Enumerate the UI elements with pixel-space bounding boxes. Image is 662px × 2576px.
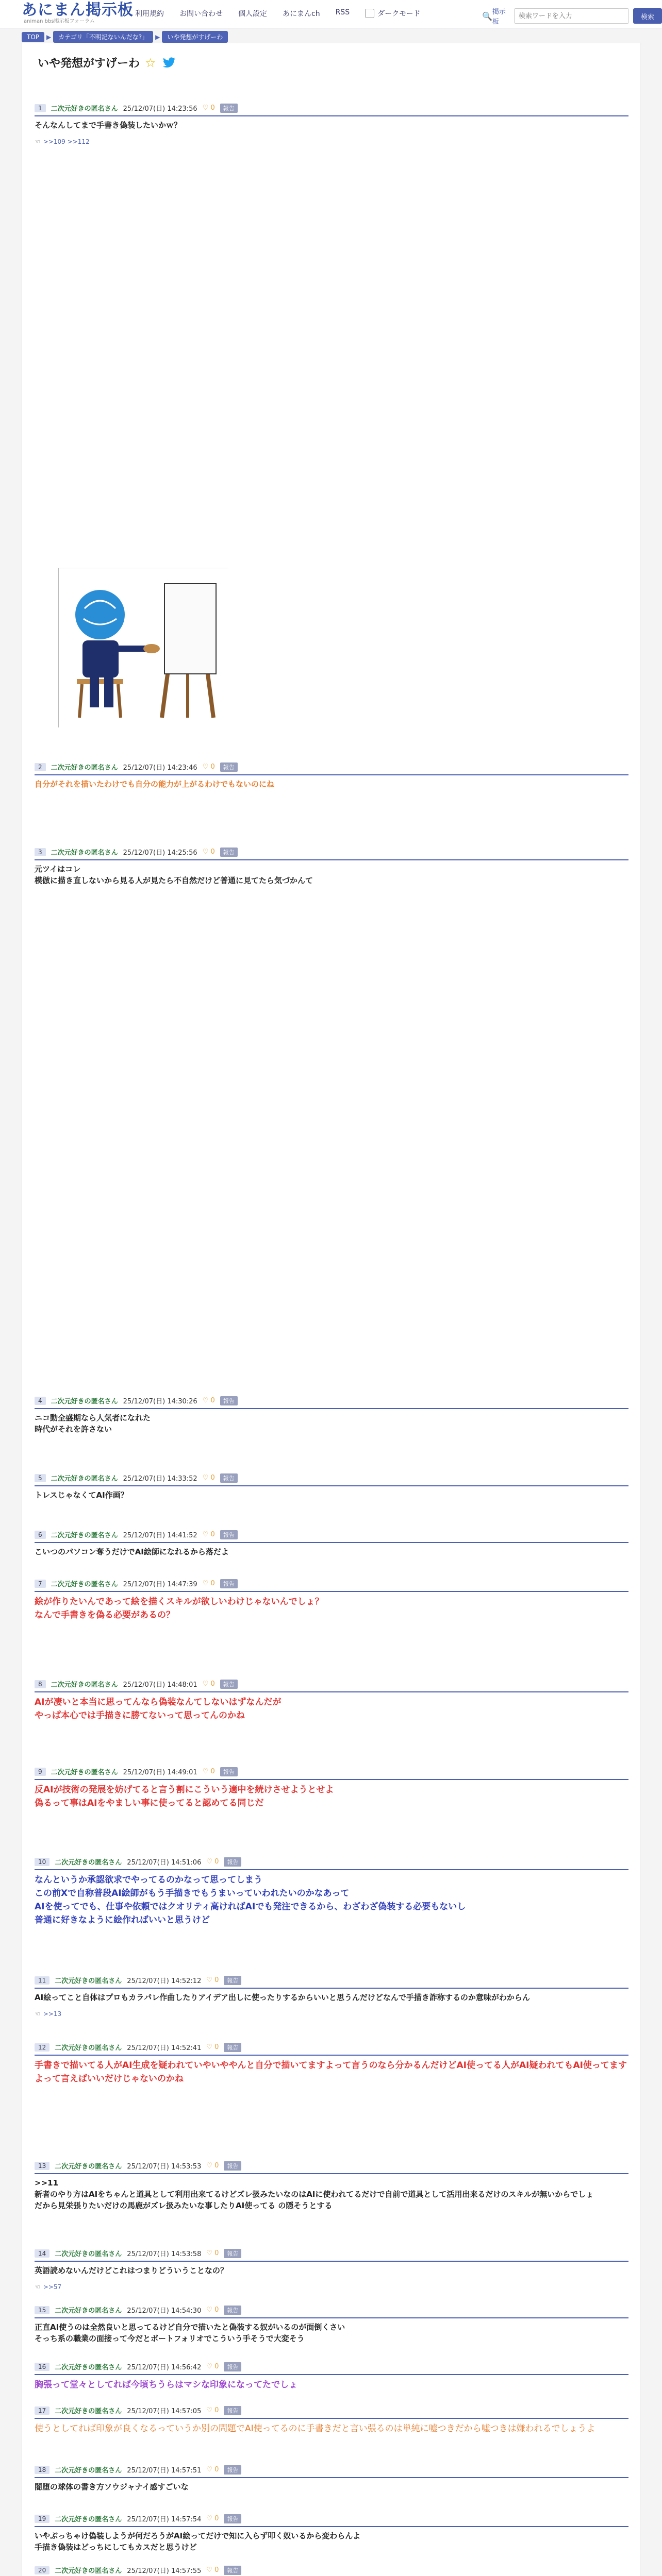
post-item: [22, 2405, 640, 2435]
post-date: 25/12/07(日) 14:48:01: [123, 1681, 197, 1689]
like-count: 0: [210, 1768, 215, 1775]
post-date: 25/12/07(日) 14:25:56: [123, 849, 197, 857]
post-body: 英語読めないんだけどこれはつまりどういうことなの？: [35, 2266, 228, 2275]
poster-name: 二次元好きの匿名さん: [55, 1977, 122, 1985]
post-item: [22, 1857, 640, 1927]
reply-hand-icon: ☜: [35, 2283, 40, 2291]
post-number[interactable]: 14: [35, 2249, 49, 2258]
heart-icon: ♡: [202, 1531, 209, 1538]
breadcrumb-category[interactable]: カテゴリ「不明記ないんだな?」: [53, 31, 153, 43]
like-count: 0: [214, 2249, 219, 2257]
heart-icon: ♡: [206, 2306, 213, 2314]
like-count: 0: [210, 104, 215, 112]
heart-icon: ♡: [206, 2515, 213, 2522]
reply-hand-icon: ☜: [35, 2010, 40, 2018]
report-button[interactable]: 報告: [224, 1976, 241, 1985]
post-meta: [35, 2465, 628, 2478]
post-number[interactable]: 17: [35, 2406, 49, 2415]
post-date: 25/12/07(日) 14:30:26: [123, 1398, 197, 1405]
poster-name: 二次元好きの匿名さん: [51, 1398, 118, 1405]
like-count: 0: [210, 1397, 215, 1404]
thread-header: [22, 55, 177, 71]
post-date: 25/12/07(日) 14:49:01: [123, 1769, 197, 1776]
like-button[interactable]: [206, 2043, 219, 2051]
poster-name: 二次元好きの匿名さん: [55, 2163, 122, 2171]
post-meta: [35, 1530, 628, 1543]
post-number[interactable]: 8: [35, 1680, 46, 1688]
like-count: 0: [210, 1580, 215, 1587]
post-number[interactable]: 15: [35, 2306, 49, 2314]
thread-main: [22, 43, 640, 2576]
breadcrumb-top[interactable]: TOP: [22, 32, 44, 42]
heart-icon: ♡: [206, 2249, 213, 2257]
dark-mode-checkbox[interactable]: [365, 9, 374, 18]
report-button[interactable]: 報告: [224, 2306, 241, 2315]
poster-name: 二次元好きの匿名さん: [51, 1581, 118, 1588]
post-meta: [35, 1767, 628, 1780]
like-button[interactable]: [206, 2566, 219, 2574]
post-body: いやぶっちゃけ偽装しようが何だろうがAI絵ってだけで知に入らず叩く奴いるから変わらんよ 手描き偽装はどっちにしてもカスだと思うけど: [35, 2531, 361, 2552]
heart-icon: ♡: [202, 1680, 209, 1688]
post-item: [22, 2514, 640, 2553]
poster-name: 二次元好きの匿名さん: [55, 2364, 122, 2371]
post-date: 25/12/07(日) 14:57:55: [127, 2567, 202, 2575]
report-button[interactable]: 報告: [224, 2406, 241, 2415]
report-button[interactable]: 報告: [224, 2249, 241, 2258]
post-body: >>11 新者のやり方はAIをちゃんと道具として利用出来てるけどズレ扱みたいなのはAIに使われてるだけで自前で道具として活用出来るだけのスキルが無いからでしょ だから見栄張りたいだけの馬鹿がズレ扱みたいな事したりAI使ってる の隠そうとする: [35, 2178, 594, 2210]
like-count: 0: [214, 2466, 219, 2473]
like-count: 0: [210, 1531, 215, 1538]
poster-name: 二次元好きの匿名さん: [51, 105, 118, 113]
post-number[interactable]: 9: [35, 1768, 46, 1776]
post-body: 使うとしてれば印象が良くなるっていうか別の問題でAI使ってるのに手書きだと言い張るのは単純に嘘つきだから嘘つきは嫌われるでしょうよ: [35, 2424, 595, 2434]
post-item: [22, 2362, 640, 2392]
poster-name: 二次元好きの匿名さん: [55, 2467, 122, 2475]
post-number[interactable]: 6: [35, 1531, 46, 1539]
post-date: 25/12/07(日) 14:47:39: [123, 1581, 197, 1588]
post-date: 25/12/07(日) 14:51:06: [127, 1859, 202, 1867]
post-number[interactable]: 18: [35, 2466, 49, 2474]
like-button[interactable]: [203, 1531, 215, 1538]
reply-hand-icon: ☜: [35, 138, 40, 145]
post-item: [22, 2161, 640, 2211]
post-meta: [35, 1975, 628, 1989]
post-item: [22, 103, 640, 145]
heart-icon: ♡: [206, 1858, 213, 1866]
post-item: [22, 1473, 640, 1501]
post-number[interactable]: 12: [35, 2043, 49, 2052]
report-button[interactable]: 報告: [220, 1767, 238, 1776]
post-meta: [35, 2565, 628, 2576]
report-button[interactable]: 報告: [224, 2566, 241, 2575]
like-count: 0: [210, 1474, 215, 1482]
post-item: [22, 1975, 640, 2018]
heart-icon: ♡: [206, 2566, 213, 2574]
poster-name: 二次元好きの匿名さん: [55, 2044, 122, 2052]
poster-name: 二次元好きの匿名さん: [55, 2250, 122, 2258]
post-item: [22, 762, 640, 790]
like-count: 0: [210, 763, 215, 771]
breadcrumb-separator-icon: ▶: [155, 33, 160, 41]
report-button[interactable]: 報告: [220, 848, 238, 857]
report-button[interactable]: 報告: [220, 1680, 238, 1689]
post-number[interactable]: 13: [35, 2162, 49, 2170]
nav-terms[interactable]: 利用規約: [135, 10, 164, 18]
post-body: 反AIが技術の発展を妨げてると言う割にこういう適中を続けさせようとせよ 偽るって事はAIをやましい事に使ってると認めてる同じだ: [35, 1785, 334, 1808]
like-count: 0: [210, 848, 215, 856]
post-number[interactable]: 11: [35, 1976, 49, 1985]
search-area: [482, 6, 662, 26]
post-meta: [35, 1473, 628, 1486]
post-image[interactable]: [58, 568, 228, 727]
post-body: こいつのパソコン奪うだけでAI絵師になれるから落だよ: [35, 1547, 229, 1556]
post-date: 25/12/07(日) 14:52:12: [127, 1977, 202, 1985]
post-body: トレスじゃなくてAI作画？: [35, 1490, 128, 1500]
like-count: 0: [214, 2043, 219, 2051]
post-item: [22, 2042, 640, 2086]
post-item: [22, 2305, 640, 2344]
like-count: 0: [214, 2306, 219, 2314]
report-button[interactable]: 報告: [220, 1473, 238, 1483]
post-item: [22, 2565, 640, 2576]
heart-icon: ♡: [206, 2406, 213, 2414]
post-body: AIが凄いと本当に思ってんなら偽装なんてしないはずなんだが やっぱ本心では手描きに勝てないって思ってんのかね: [35, 1697, 282, 1721]
poster-name: 二次元好きの匿名さん: [51, 1681, 118, 1689]
like-button[interactable]: [206, 2406, 219, 2414]
report-button[interactable]: 報告: [224, 2514, 241, 2523]
poster-name: 二次元好きの匿名さん: [51, 1769, 118, 1776]
search-scope-label[interactable]: 掲示板: [492, 8, 506, 26]
post-body: 絵が作りたいんであって絵を描くスキルが欲しいわけじゃないんでしょ？ なんで手書きを偽る必要があるの？: [35, 1597, 324, 1620]
like-count: 0: [210, 1680, 215, 1688]
site-logo[interactable]: [22, 2, 134, 25]
post-item: [22, 1579, 640, 1622]
dark-mode-toggle[interactable]: [365, 8, 420, 19]
like-count: 0: [214, 1976, 219, 1984]
heart-icon: ♡: [202, 1474, 209, 1482]
reply-links: [35, 2010, 628, 2018]
breadcrumb: [22, 31, 228, 43]
heart-icon: ♡: [206, 2466, 213, 2473]
report-button[interactable]: 報告: [224, 1857, 241, 1867]
post-number[interactable]: 7: [35, 1580, 46, 1588]
favorite-star-icon[interactable]: ☆: [145, 55, 156, 70]
report-button[interactable]: 報告: [220, 762, 238, 772]
logo-text: あにまん掲示板: [22, 1, 134, 19]
report-button[interactable]: 報告: [224, 2362, 241, 2371]
nav-settings[interactable]: 個人設定: [238, 10, 267, 18]
top-nav: [135, 8, 421, 19]
post-meta: [35, 1396, 628, 1409]
dark-mode-label: ダークモード: [377, 10, 421, 18]
post-item: [22, 2465, 640, 2493]
like-count: 0: [214, 2515, 219, 2522]
like-button[interactable]: [206, 2249, 219, 2257]
reply-anchor[interactable]: >>109 >>112: [43, 138, 90, 145]
poster-name: 二次元好きの匿名さん: [51, 1475, 118, 1483]
report-button[interactable]: 報告: [220, 1530, 238, 1539]
like-button[interactable]: [206, 1976, 219, 1984]
nav-rss[interactable]: RSS: [335, 8, 350, 16]
post-date: 25/12/07(日) 14:23:46: [123, 764, 197, 772]
post-body: そんなんしてまで手書き偽装したいかｗ？: [35, 121, 182, 130]
like-button[interactable]: [206, 2162, 219, 2170]
post-item: [22, 847, 640, 886]
poster-name: 二次元好きの匿名さん: [55, 2567, 122, 2575]
post-body: ニコ動全盛期なら人気者になれた 時代がそれを許さない: [35, 1413, 151, 1434]
reply-anchor[interactable]: >>13: [43, 2010, 62, 2018]
post-meta: [35, 2305, 628, 2318]
post-number[interactable]: 16: [35, 2363, 49, 2371]
poster-name: 二次元好きの匿名さん: [55, 2516, 122, 2523]
post-number[interactable]: 1: [35, 104, 46, 112]
post-meta: [35, 847, 628, 860]
post-body: AI絵ってこと自体はプロもカラパレ作曲したりアイデア出しに使ったりするからいいと思うんだけどなんで手描き詐称するのか意味がわからん: [35, 1993, 530, 2002]
post-number[interactable]: 19: [35, 2515, 49, 2523]
post-meta: [35, 2161, 628, 2174]
heart-icon: ♡: [202, 848, 209, 856]
post-number[interactable]: 2: [35, 763, 46, 771]
thread-title: いや発想がすげーわ: [38, 57, 140, 70]
like-button[interactable]: [206, 2363, 219, 2370]
post-date: 25/12/07(日) 14:53:58: [127, 2250, 202, 2258]
nav-contact[interactable]: お問い合わせ: [179, 10, 223, 18]
post-meta: [35, 2362, 628, 2375]
heart-icon: ♡: [206, 1976, 213, 1984]
post-number[interactable]: 4: [35, 1397, 46, 1405]
post-date: 25/12/07(日) 14:41:52: [123, 1532, 197, 1539]
post-date: 25/12/07(日) 14:52:41: [127, 2044, 202, 2052]
report-button[interactable]: 報告: [220, 1396, 238, 1405]
post-item: [22, 1396, 640, 1435]
heart-icon: ♡: [206, 2162, 213, 2170]
nav-animanch[interactable]: あにまんch: [283, 10, 320, 18]
like-button[interactable]: [203, 763, 215, 771]
reply-links: [35, 2283, 628, 2291]
breadcrumb-separator-icon: ▶: [46, 33, 52, 41]
post-body: 闇堕の球体の書き方ソウジャナイ感すごいな: [35, 2482, 189, 2492]
post-meta: [35, 2405, 628, 2419]
post-meta: [35, 1857, 628, 1870]
reply-anchor[interactable]: >>57: [43, 2283, 62, 2291]
post-body: 自分がそれを描いたわけでも自分の能力が上がるわけでもないのにね: [35, 779, 275, 789]
like-button[interactable]: [203, 104, 215, 112]
twitter-bird-icon[interactable]: [161, 57, 177, 69]
post-meta: [35, 762, 628, 775]
post-date: 25/12/07(日) 14:53:53: [127, 2163, 202, 2171]
heart-icon: ♡: [206, 2363, 213, 2370]
post-item: [22, 2248, 640, 2291]
report-button[interactable]: 報告: [224, 2161, 241, 2171]
post-meta: [35, 1679, 628, 1692]
post-item: [22, 1767, 640, 1810]
heart-icon: ♡: [206, 2043, 213, 2051]
poster-name: 二次元好きの匿名さん: [55, 1859, 122, 1867]
post-date: 25/12/07(日) 14:57:54: [127, 2516, 202, 2523]
post-meta: [35, 1579, 628, 1592]
post-date: 25/12/07(日) 14:33:52: [123, 1475, 197, 1483]
search-icon: 🔍: [482, 11, 492, 21]
poster-name: 二次元好きの匿名さん: [55, 2307, 122, 2315]
post-date: 25/12/07(日) 14:54:30: [127, 2307, 202, 2315]
like-count: 0: [214, 2566, 219, 2574]
like-count: 0: [214, 2162, 219, 2170]
like-button[interactable]: [206, 2515, 219, 2522]
like-count: 0: [214, 1858, 219, 1866]
post-body: 胸張って堂々としてれば今頃ちうらはマシな印象になってたでしょ: [35, 2380, 297, 2390]
poster-name: 二次元好きの匿名さん: [55, 2408, 122, 2415]
like-button[interactable]: [203, 848, 215, 856]
report-button[interactable]: 報告: [220, 104, 238, 113]
like-button[interactable]: [203, 1768, 215, 1775]
heart-icon: ♡: [202, 1768, 209, 1775]
report-button[interactable]: 報告: [220, 1579, 238, 1588]
post-meta: [35, 103, 628, 116]
search-input[interactable]: [514, 8, 629, 24]
post-item: [22, 1530, 640, 1557]
post-date: 25/12/07(日) 14:57:51: [127, 2467, 202, 2475]
search-button[interactable]: 検索: [633, 8, 662, 24]
heart-icon: ♡: [202, 104, 209, 112]
post-meta: [35, 2514, 628, 2527]
like-button[interactable]: [206, 2466, 219, 2473]
like-button[interactable]: [206, 1858, 219, 1866]
heart-icon: ♡: [202, 1397, 209, 1404]
report-button[interactable]: 報告: [224, 2043, 241, 2052]
post-body: 元ツイはコレ 模倣に描き直しないから見る人が見たら不自然だけど普通に見てたら気づかんて: [35, 865, 313, 885]
like-count: 0: [214, 2406, 219, 2414]
report-button[interactable]: 報告: [224, 2465, 241, 2475]
top-bar: [0, 0, 662, 28]
post-item: [22, 1679, 640, 1722]
like-button[interactable]: [206, 2306, 219, 2314]
post-date: 25/12/07(日) 14:23:56: [123, 105, 197, 113]
like-button[interactable]: [203, 1580, 215, 1587]
post-number[interactable]: 10: [35, 1858, 49, 1866]
post-body: なんというか承認欲求でやってるのかなって思ってしまう この前Xで自称普段AI絵師がもう手描きでもうまいっていわれたいのかなあって AIを使ってでも、仕事や依頼ではクオリティ高ければAIでも発注できるから、わざわざ偽装する必要もないし 普通に好きなように絵作ればいいと思うけど: [35, 1875, 466, 1925]
poster-name: 二次元好きの匿名さん: [51, 1532, 118, 1539]
like-button[interactable]: [203, 1397, 215, 1404]
post-number[interactable]: 5: [35, 1474, 46, 1482]
post-date: 25/12/07(日) 14:56:42: [127, 2364, 202, 2371]
breadcrumb-thread[interactable]: いや発想がすげーわ: [162, 31, 228, 43]
post-meta: [35, 2248, 628, 2262]
poster-name: 二次元好きの匿名さん: [51, 849, 118, 857]
logo-subtitle: animan bbs掲示板フォーラム: [24, 19, 95, 24]
heart-icon: ♡: [202, 1580, 209, 1587]
post-number[interactable]: 3: [35, 848, 46, 856]
like-button[interactable]: [203, 1680, 215, 1688]
poster-name: 二次元好きの匿名さん: [51, 764, 118, 772]
reply-links: [35, 138, 628, 145]
post-body: 手書きで描いてる人がAI生成を疑われていやいややんと自分で描いてますよって言うのなら分かるんだけどAI使ってる人がAI疑われてもAI使ってますよって言えばいいだけじゃないのかね: [35, 2060, 627, 2084]
like-button[interactable]: [203, 1474, 215, 1482]
post-date: 25/12/07(日) 14:57:05: [127, 2408, 202, 2415]
like-count: 0: [214, 2363, 219, 2370]
post-meta: [35, 2042, 628, 2056]
heart-icon: ♡: [202, 763, 209, 771]
robot-painter-illustration: [59, 568, 229, 728]
post-number[interactable]: 20: [35, 2566, 49, 2574]
post-body: 正直AI使うのは全然良いと思ってるけど自分で描いたと偽装する奴がいるのが面倒くさい そっち系の職業の面接って今だとポートフォリオでこういう手そうで大変そう: [35, 2323, 345, 2343]
